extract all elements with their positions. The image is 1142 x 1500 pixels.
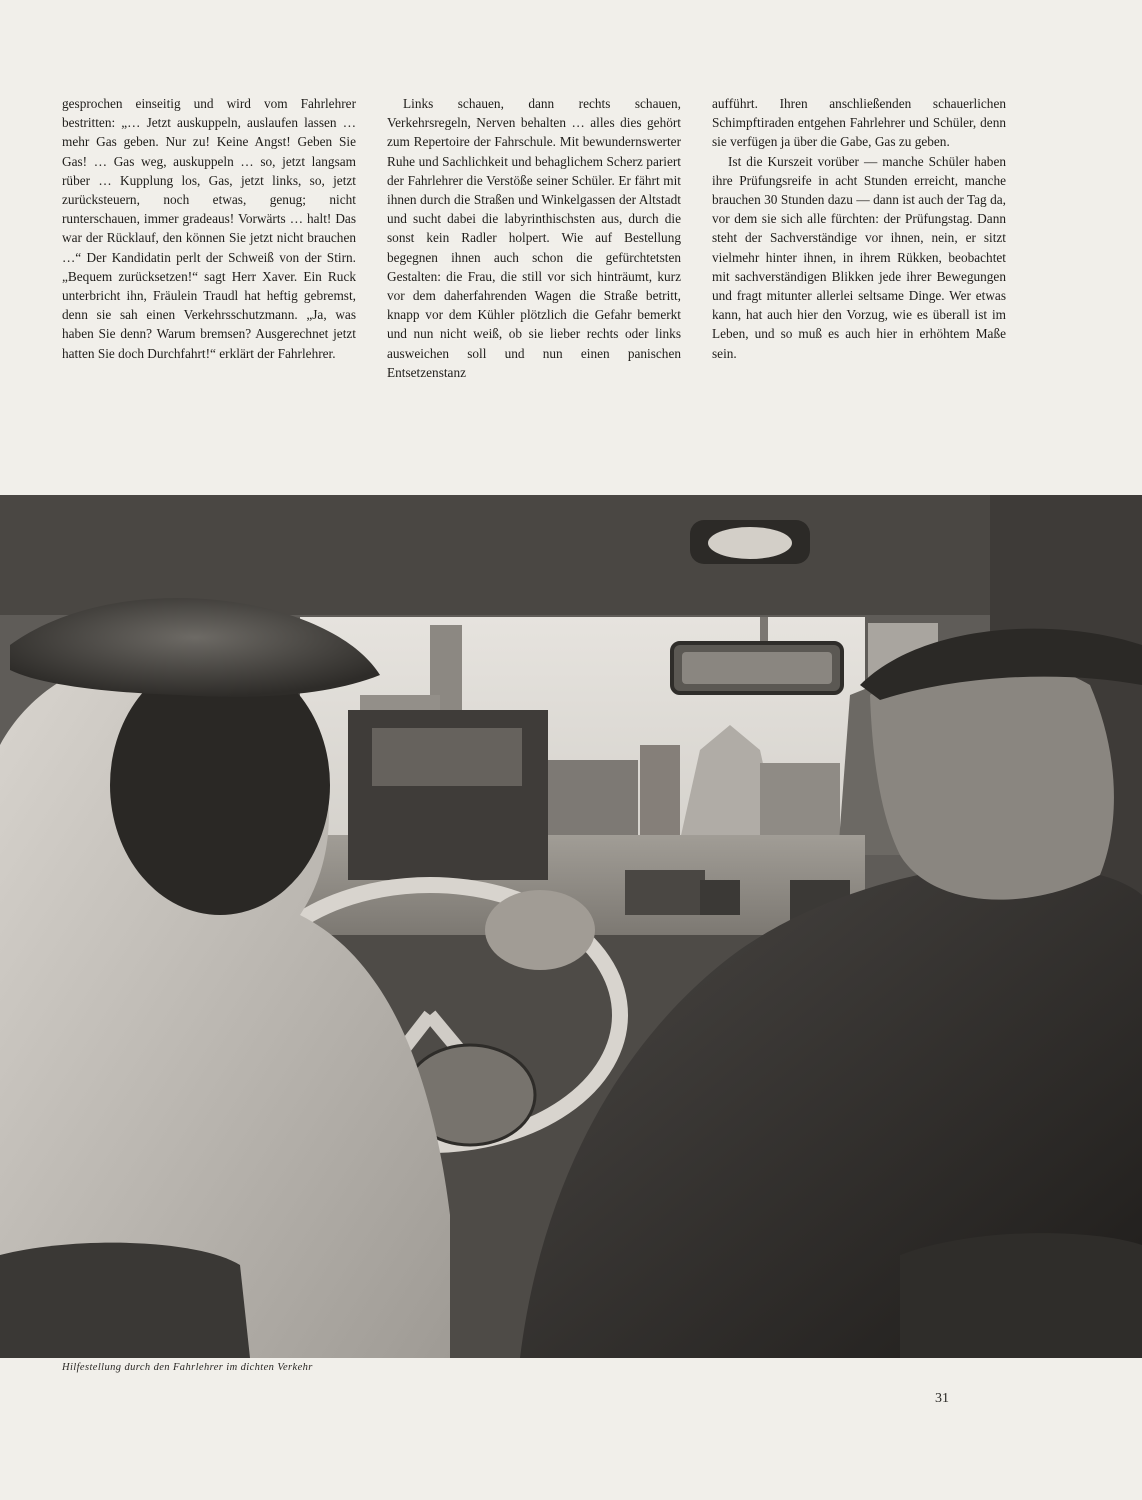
paragraph: Links schauen, dann rechts schauen, Verkehrsregeln, Nerven behalten … alles dies gehört zum Repertoire der Fahrschule. Mit bewundernswerter Ruhe und Sachlichkeit und behaglichem Scherz pariert der Fahrlehrer die Verstöße seiner Schüler. Er fährt mit ihnen durch die Straßen und Winkelgassen der Altstadt und sucht dabei die labyrinthischsten aus, durch die sonst kein Radler holpert. Wie auf Bestellung begegnen ihnen auch schon die gefürchtetsten Gestalten: die Frau, die still vor sich hinträumt, kurz vor dem daherfahrenden Wagen die Straße betritt, knapp vor dem Kühler plötzlich die Gefahr bemerkt und nun nicht weiß, ob sie lieber rechts oder links ausweichen soll und nun einen panischen Entsetzenstanz bbox=[387, 96, 681, 380]
paragraph: gesprochen einseitig und wird vom Fahrlehrer bestritten: „… Jetzt auskuppeln, auslaufen lassen … mehr Gas geben. Nur zu! Keine Angst! Geben Sie Gas! … Gas weg, auskuppeln … so, jetzt langsam rüber … Kupplung los, Gas, jetzt links, so, jetzt zurücksteuern, noch etwas, genug; nicht runterschauen, immer gradeaus! Vorwärts … halt! Das war der Rücklauf, den können Sie jetzt nicht brauchen …“ Der Kandidatin perlt der Schweiß von der Stirn. „Bequem zurücksetzen!“ sagt Herr Xaver. Ein Ruck unterbricht ihn, Fräulein Traudl hat heftig gebremst, denn sie sah einen Verkehrsschutzmann. „Ja, was haben Sie denn? Warum bremsen? Ausgerechnet jetzt hatten Sie doch Durchfahrt!“ erklärt der Fahrlehrer. bbox=[62, 96, 356, 361]
paragraph: Ist die Kurszeit vorüber — manche Schüler haben ihre Prüfungsreife in acht Stunden erreicht, manche brauchen 30 Stunden dazu — dann ist auch der Tag da, vor dem sie sich alle fürchten: der Prüfungstag. Dann steht der Sachverständige vor ihnen, nein, er sitzt vielmehr hinter ihnen, in ihrem Rükken, beobachtet mit sachverständigen Blikken jede ihrer Bewegungen und fragt mitunter allerlei seltsame Dinge. Wer etwas kann, hat auch hier den Vorzug, wie es überall ist im Leben, und so muß es auch hier in erhöhtem Maße sein. bbox=[712, 153, 1006, 361]
article-columns bbox=[62, 94, 1006, 444]
text-column-3 bbox=[712, 94, 1006, 444]
driving-lesson-photo bbox=[0, 495, 1142, 1358]
text-column-2 bbox=[387, 94, 681, 444]
paragraph: aufführt. Ihren anschließenden schauerlichen Schimpftiraden entgehen Fahrlehrer und Schüler, denn sie verfügen ja über die Gabe, Gas zu geben. bbox=[712, 96, 1006, 150]
page-number: 31 bbox=[935, 1391, 949, 1406]
text-column-1 bbox=[62, 94, 356, 444]
photo-caption: Hilfestellung durch den Fahrlehrer im dichten Verkehr bbox=[62, 1362, 313, 1373]
